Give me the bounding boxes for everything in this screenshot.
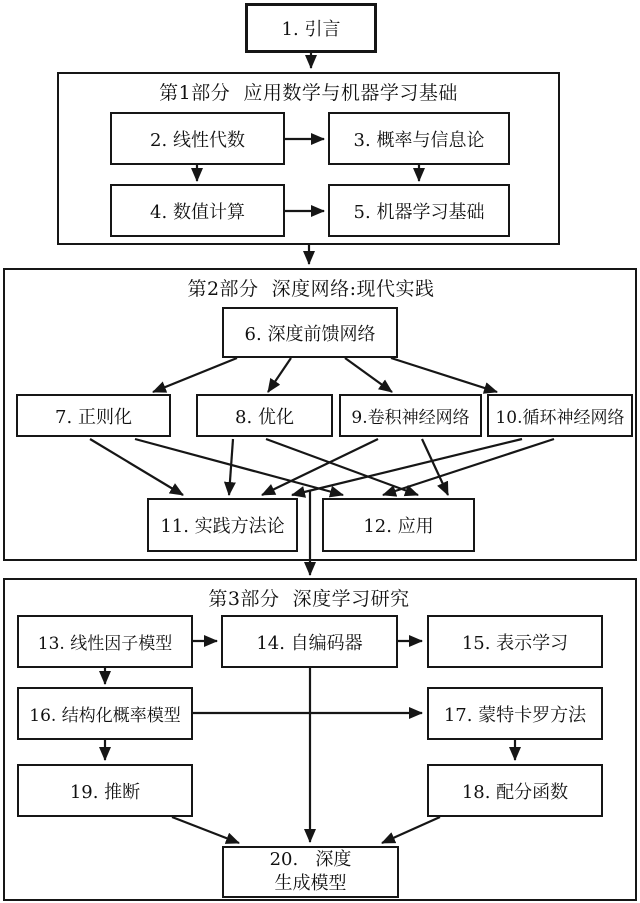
chapter-box-14 bbox=[221, 615, 398, 668]
chapter-box-7 bbox=[16, 394, 171, 437]
arrow-6-8 bbox=[268, 358, 291, 392]
chapter-box-8 bbox=[196, 394, 333, 437]
chapter-box-19-label: 19. 推断 bbox=[69, 781, 141, 803]
chapter-box-2 bbox=[110, 112, 285, 165]
arrow-8-12 bbox=[266, 439, 418, 495]
chapter-box-11 bbox=[147, 498, 298, 552]
arrow-9-11 bbox=[262, 439, 378, 495]
arrow-6-7 bbox=[153, 358, 237, 392]
chapter-box-18 bbox=[427, 764, 603, 817]
chapter-box-13 bbox=[17, 615, 193, 668]
chapter-box-3-label: 3. 概率与信息论 bbox=[353, 129, 485, 151]
chapter-box-12 bbox=[322, 498, 475, 552]
part1-title: 第1部分 应用数学与机器学习基础 bbox=[159, 82, 458, 104]
chapter-box-4 bbox=[110, 184, 285, 237]
chapter-box-5 bbox=[328, 184, 510, 237]
chapter-box-14-label: 14. 自编码器 bbox=[256, 632, 363, 654]
chapter-box-13-label: 13. 线性因子模型 bbox=[37, 634, 173, 654]
arrow-19-20 bbox=[172, 817, 239, 843]
chapter-box-18-label: 18. 配分函数 bbox=[461, 781, 569, 803]
chapter-box-19 bbox=[17, 764, 193, 817]
chapter-box-11-label: 11. 实践方法论 bbox=[160, 516, 285, 537]
chapter-box-4-label: 4. 数值计算 bbox=[150, 201, 245, 223]
chapter-box-2-label: 2. 线性代数 bbox=[150, 129, 245, 151]
chapter-box-7-label: 7. 正则化 bbox=[55, 406, 132, 428]
arrow-18-20 bbox=[382, 817, 440, 843]
chapter-box-15-label: 15. 表示学习 bbox=[461, 632, 569, 654]
chapter-box-10 bbox=[487, 394, 633, 437]
arrow-7-12 bbox=[135, 439, 343, 495]
chapter-box-15 bbox=[427, 615, 603, 668]
chapter-box-20-label-line2: 生成模型 bbox=[274, 873, 347, 894]
chapter-box-20-label-line1: 20. 深度 bbox=[269, 848, 352, 870]
chapter-box-17 bbox=[427, 687, 603, 740]
chapter-box-9-label: 9.卷积神经网络 bbox=[351, 408, 470, 428]
chapter-box-6-label: 6. 深度前馈网络 bbox=[244, 323, 376, 345]
chapter-box-9 bbox=[339, 394, 482, 437]
chapter-box-10-label: 10.循环神经网络 bbox=[495, 408, 625, 428]
chapter-box-16 bbox=[17, 687, 193, 740]
part2-title: 第2部分 深度网络:现代实践 bbox=[187, 278, 435, 300]
chapter-box-12-label: 12. 应用 bbox=[363, 516, 434, 537]
chapter-box-17-label: 17. 蒙特卡罗方法 bbox=[443, 704, 587, 726]
arrow-9-12 bbox=[422, 439, 448, 495]
chapter-box-6 bbox=[222, 307, 398, 358]
chapter-box-20 bbox=[222, 846, 399, 898]
chapter-box-5-label: 5. 机器学习基础 bbox=[353, 201, 485, 223]
arrow-6-10 bbox=[391, 358, 497, 392]
arrow-6-9 bbox=[345, 358, 392, 392]
part3-title: 第3部分 深度学习研究 bbox=[208, 588, 410, 610]
chapter-box-1-label: 1. 引言 bbox=[281, 19, 341, 40]
chapter-box-8-label: 8. 优化 bbox=[235, 406, 294, 428]
chapter-box-1 bbox=[245, 3, 377, 53]
arrow-8-11 bbox=[229, 439, 233, 495]
chapter-box-16-label: 16. 结构化概率模型 bbox=[29, 706, 181, 726]
chapter-box-3 bbox=[328, 112, 510, 165]
